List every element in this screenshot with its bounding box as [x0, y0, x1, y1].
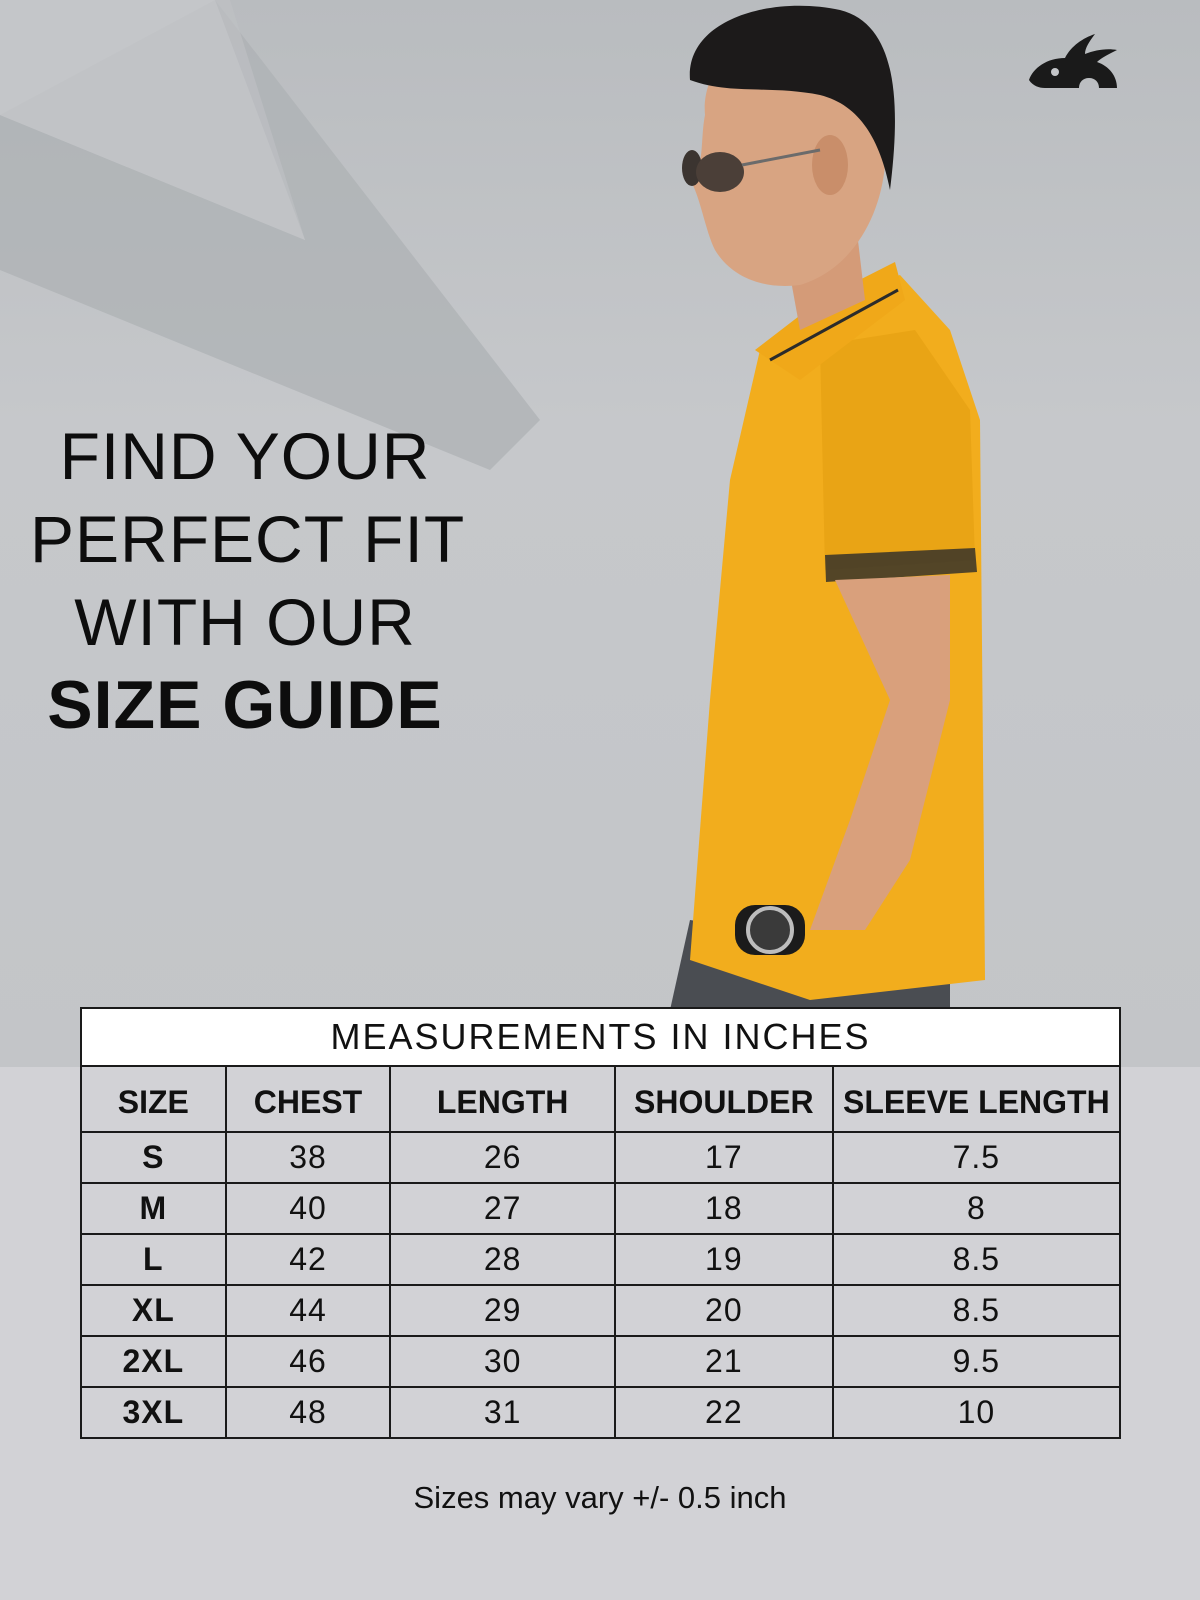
shoulder-cell: 20: [615, 1285, 833, 1336]
model-photo: [650, 0, 1030, 1010]
table-caption: MEASUREMENTS IN INCHES: [81, 1008, 1120, 1066]
length-cell: 31: [390, 1387, 615, 1438]
column-header-sleeve-length: SLEEVE LENGTH: [833, 1066, 1120, 1132]
headline-line-4: SIZE GUIDE: [47, 667, 443, 743]
sleeve-length-cell: 10: [833, 1387, 1120, 1438]
chest-cell: 40: [226, 1183, 391, 1234]
headline-line-1: FIND YOUR: [59, 419, 431, 493]
table-header-row: [81, 1066, 1120, 1132]
length-cell: 28: [390, 1234, 615, 1285]
sleeve-length-cell: 8.5: [833, 1285, 1120, 1336]
length-cell: 29: [390, 1285, 615, 1336]
size-cell: XL: [81, 1285, 226, 1336]
shoulder-cell: 18: [615, 1183, 833, 1234]
chest-cell: 46: [226, 1336, 391, 1387]
headline-line-3: WITH OUR: [74, 585, 416, 659]
column-header-size: SIZE: [81, 1066, 226, 1132]
table-row: [81, 1183, 1120, 1234]
size-cell: L: [81, 1234, 226, 1285]
sleeve-length-cell: 9.5: [833, 1336, 1120, 1387]
size-cell: 3XL: [81, 1387, 226, 1438]
column-header-chest: CHEST: [226, 1066, 391, 1132]
chest-cell: 48: [226, 1387, 391, 1438]
table-row: [81, 1234, 1120, 1285]
size-cell: M: [81, 1183, 226, 1234]
chest-cell: 38: [226, 1132, 391, 1183]
chest-cell: 42: [226, 1234, 391, 1285]
size-chart-table: [80, 1007, 1121, 1439]
size-cell: 2XL: [81, 1336, 226, 1387]
rabbit-logo-icon: [1025, 28, 1121, 96]
table-row: [81, 1285, 1120, 1336]
table-row: [81, 1132, 1120, 1183]
length-cell: 30: [390, 1336, 615, 1387]
sleeve-length-cell: 8.5: [833, 1234, 1120, 1285]
chest-cell: 44: [226, 1285, 391, 1336]
column-header-length: LENGTH: [390, 1066, 615, 1132]
table-caption-row: [81, 1008, 1120, 1066]
shoulder-cell: 21: [615, 1336, 833, 1387]
length-cell: 27: [390, 1183, 615, 1234]
shoulder-cell: 17: [615, 1132, 833, 1183]
shoulder-cell: 19: [615, 1234, 833, 1285]
size-cell: S: [81, 1132, 226, 1183]
length-cell: 26: [390, 1132, 615, 1183]
sleeve-length-cell: 8: [833, 1183, 1120, 1234]
sleeve-length-cell: 7.5: [833, 1132, 1120, 1183]
shoulder-cell: 22: [615, 1387, 833, 1438]
headline-line-2: PERFECT FIT: [30, 502, 466, 576]
table-row: [81, 1387, 1120, 1438]
headline: [30, 415, 466, 747]
column-header-shoulder: SHOULDER: [615, 1066, 833, 1132]
size-variance-note: Sizes may vary +/- 0.5 inch: [413, 1480, 787, 1515]
table-row: [81, 1336, 1120, 1387]
